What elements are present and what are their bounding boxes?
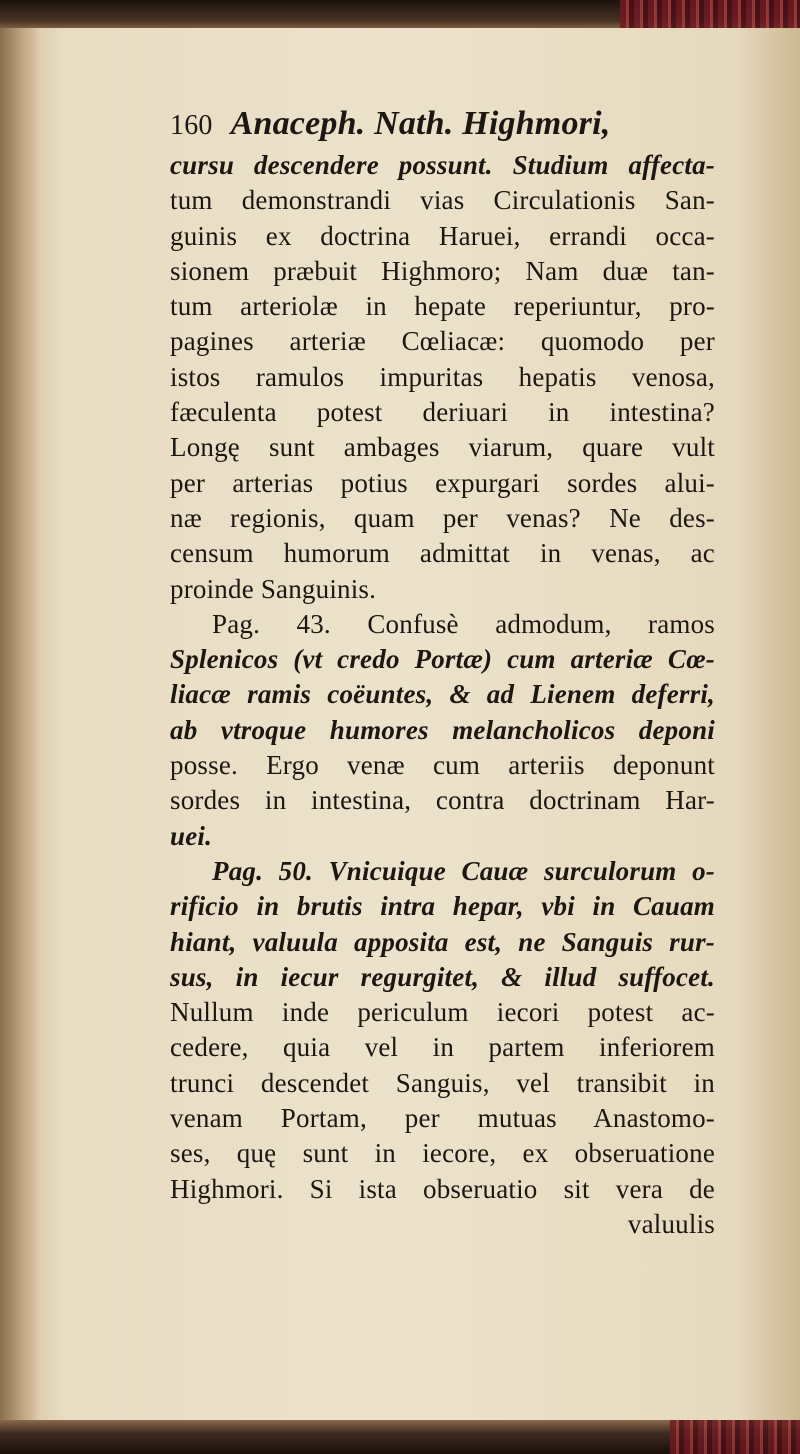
text-line: Pag. 50. Vnicuique Cauæ surculorum o- [212,855,715,886]
text-line: uei. [170,820,213,851]
text-line: sus, in iecur regurgitet, & illud suffocet. [170,961,715,992]
text-line: Longę sunt ambages viarum, quare vult [170,432,715,463]
binding-gutter [0,28,40,1422]
text-line: liacæ ramis coëuntes, & ad Lienem deferri, [170,679,715,710]
page-header [170,100,715,148]
text-line: sordes in intestina, contra doctrinam Har- [170,785,715,816]
text-line: fæculenta potest deriuari in intestina? [170,397,715,428]
text-line: per arterias potius expurgari sordes alui- [170,467,715,498]
text-line: Pag. 43. Confusè admodum, ramos [212,608,715,639]
bookmark-ribbon-top [620,0,800,30]
running-title: Anaceph. Nath. Highmori, [230,105,611,142]
page-number: 160 [170,110,213,141]
text-line: posse. Ergo venæ cum arteriis deponunt [170,750,715,781]
text-line: tum arteriolæ in hepate reperiuntur, pro- [170,291,715,322]
text-line: istos ramulos impuritas hepatis venosa, [170,361,715,392]
text-line: hiant, valuula apposita est, ne Sanguis rur- [170,926,715,957]
text-line: sionem præbuit Highmoro; Nam duæ tan- [170,255,715,286]
text-line: tum demonstrandi vias Circulationis San- [170,185,715,216]
text-line: ab vtroque humores melancholicos deponi [170,714,715,745]
text-line: næ regionis, quam per venas? Ne des- [170,502,715,533]
text-line: Splenicos (vt credo Portæ) cum arteriæ Cœ- [170,644,715,675]
text-line: Highmori. Si ista obseruatio sit vera de [170,1173,715,1204]
catchword: valuulis [627,1208,715,1239]
text-line: rificio in brutis intra hepar, vbi in Cauam [170,891,715,922]
text-line: venam Portam, per mutuas Anastomo- [170,1103,715,1134]
text-line: cedere, quia vel in partem inferiorem [170,1032,715,1063]
text-line: trunci descendet Sanguis, vel transibit in [170,1067,715,1098]
text-line: guinis ex doctrina Haruei, errandi occa- [170,220,715,251]
text-line: ses, quę sunt in iecore, ex obseruatione [170,1138,715,1169]
text-block [170,100,715,1242]
text-line: cursu descendere possunt. Studium affecta- [170,150,715,180]
bookmark-ribbon-bottom [670,1420,800,1454]
text-line: pagines arteriæ Cœliacæ: quomodo per [170,326,715,357]
text-line: censum humorum admittat in venas, ac [170,538,715,569]
text-line: Nullum inde periculum iecori potest ac- [170,997,715,1028]
text-line: proinde Sanguinis. [170,573,377,604]
